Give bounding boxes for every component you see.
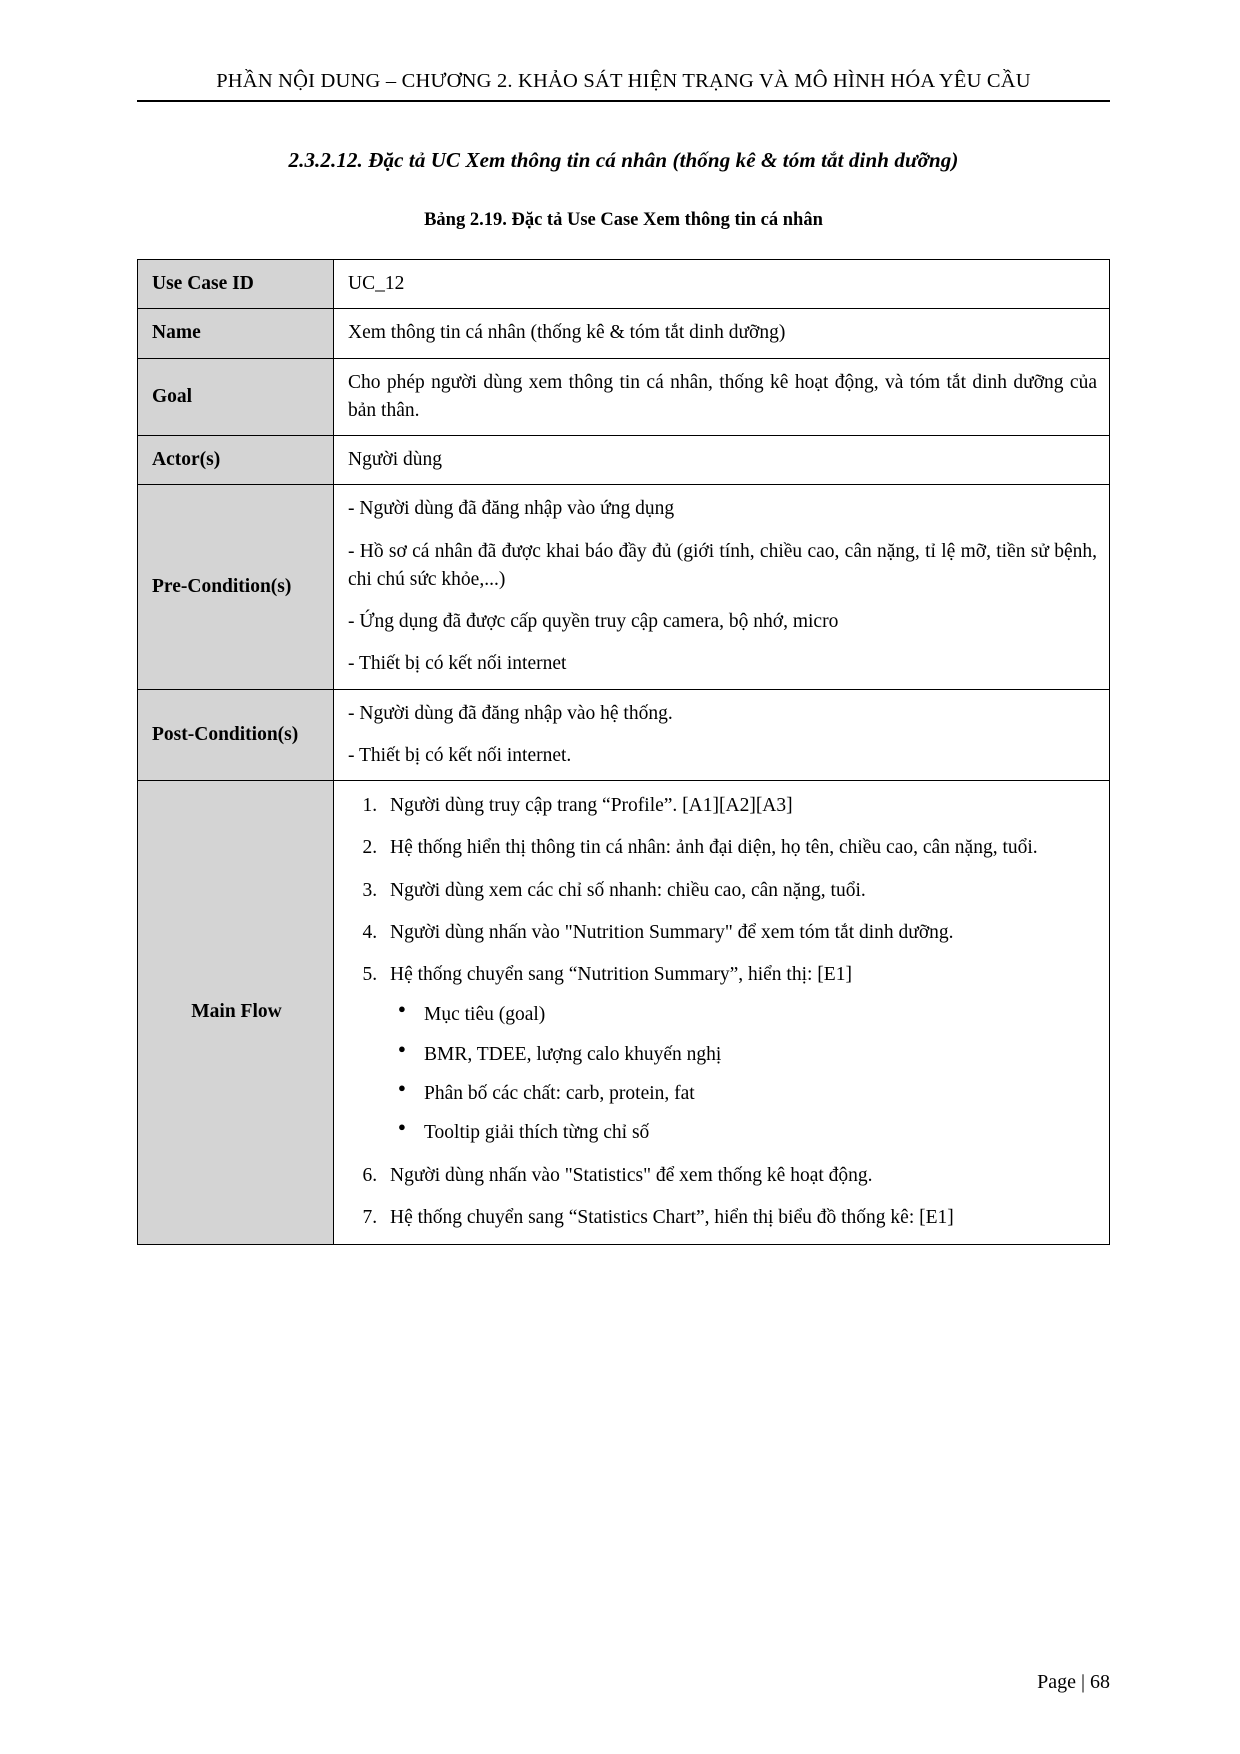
table-row bbox=[138, 689, 1110, 781]
row-label-goal: Goal bbox=[138, 358, 334, 436]
pre-condition-item: - Người dùng đã đăng nhập vào ứng dụng bbox=[348, 498, 675, 520]
row-label-actors: Actor(s) bbox=[138, 436, 334, 485]
main-flow-step: 6. Người dùng nhấn vào "Statistics" để xem thống kê hoạt động. bbox=[382, 1161, 1097, 1190]
main-flow-step: 7. Hệ thống chuyển sang “Statistics Chart”, hiển thị biểu đồ thống kê: [E1] bbox=[382, 1203, 1097, 1232]
row-label-post-conditions: Post-Condition(s) bbox=[138, 689, 334, 781]
main-flow-step bbox=[382, 960, 1097, 1147]
running-header: PHẦN NỘI DUNG – CHƯƠNG 2. KHẢO SÁT HIỆN TRẠNG VÀ MÔ HÌNH HÓA YÊU CẦU bbox=[216, 70, 1031, 92]
table-row bbox=[138, 358, 1110, 436]
table-row bbox=[138, 309, 1110, 358]
row-value-main-flow bbox=[334, 781, 1110, 1245]
row-value-use-case-id: UC_12 bbox=[334, 260, 1110, 309]
pre-condition-item: - Hồ sơ cá nhân đã được khai báo đầy đủ (giới tính, chiều cao, cân nặng, tỉ lệ mỡ, tiền sử bệnh, chi chú sức khỏe,...) bbox=[348, 540, 1097, 590]
main-flow-step: 1. Người dùng truy cập trang “Profile”. [A1][A2][A3] bbox=[382, 791, 1097, 820]
table-row bbox=[138, 781, 1110, 1245]
header-divider bbox=[137, 100, 1110, 102]
table-row bbox=[138, 485, 1110, 689]
page-number: Page | 68 bbox=[1037, 1671, 1110, 1693]
row-label-use-case-id: Use Case ID bbox=[138, 260, 334, 309]
row-value-post-conditions bbox=[334, 689, 1110, 781]
row-value-goal: Cho phép người dùng xem thông tin cá nhân, thống kê hoạt động, và tóm tắt dinh dưỡng của bản thân. bbox=[334, 358, 1110, 436]
pre-condition-item: - Ứng dụng đã được cấp quyền truy cập camera, bộ nhớ, micro bbox=[348, 611, 839, 633]
table-row bbox=[138, 260, 1110, 309]
post-condition-item: - Thiết bị có kết nối internet. bbox=[348, 744, 572, 766]
table-row bbox=[138, 436, 1110, 485]
main-flow-bullet: ● Phân bố các chất: carb, protein, fat bbox=[424, 1080, 1097, 1108]
section-heading: 2.3.2.12. Đặc tả UC Xem thông tin cá nhân (thống kê & tóm tắt dinh dưỡng) bbox=[288, 148, 959, 172]
main-flow-step: 3. Người dùng xem các chỉ số nhanh: chiều cao, cân nặng, tuổi. bbox=[382, 876, 1097, 905]
main-flow-bullet: ● BMR, TDEE, lượng calo khuyến nghị bbox=[424, 1041, 1097, 1069]
main-flow-step-text: Hệ thống chuyển sang “Nutrition Summary”, hiển thị: [E1] bbox=[390, 964, 852, 986]
row-value-pre-conditions bbox=[334, 485, 1110, 689]
row-label-name: Name bbox=[138, 309, 334, 358]
pre-condition-item: - Thiết bị có kết nối internet bbox=[348, 653, 567, 675]
main-flow-bullet: ● Tooltip giải thích từng chỉ số bbox=[424, 1119, 1097, 1147]
main-flow-bullet: ● Mục tiêu (goal) bbox=[424, 1001, 1097, 1029]
use-case-table bbox=[137, 259, 1110, 1245]
row-label-pre-conditions: Pre-Condition(s) bbox=[138, 485, 334, 689]
post-condition-item: - Người dùng đã đăng nhập vào hệ thống. bbox=[348, 702, 673, 724]
row-value-name: Xem thông tin cá nhân (thống kê & tóm tắt dinh dưỡng) bbox=[334, 309, 1110, 358]
table-caption: Bảng 2.19. Đặc tả Use Case Xem thông tin cá nhân bbox=[424, 210, 823, 230]
main-flow-list bbox=[348, 791, 1097, 1232]
main-flow-step: 4. Người dùng nhấn vào "Nutrition Summary" để xem tóm tắt dinh dưỡng. bbox=[382, 918, 1097, 947]
row-value-actors: Người dùng bbox=[334, 436, 1110, 485]
main-flow-sublist bbox=[390, 1001, 1097, 1147]
main-flow-step: 2. Hệ thống hiển thị thông tin cá nhân: ảnh đại diện, họ tên, chiều cao, cân nặng, tuổi. bbox=[382, 833, 1097, 862]
row-label-main-flow: Main Flow bbox=[138, 781, 334, 1245]
